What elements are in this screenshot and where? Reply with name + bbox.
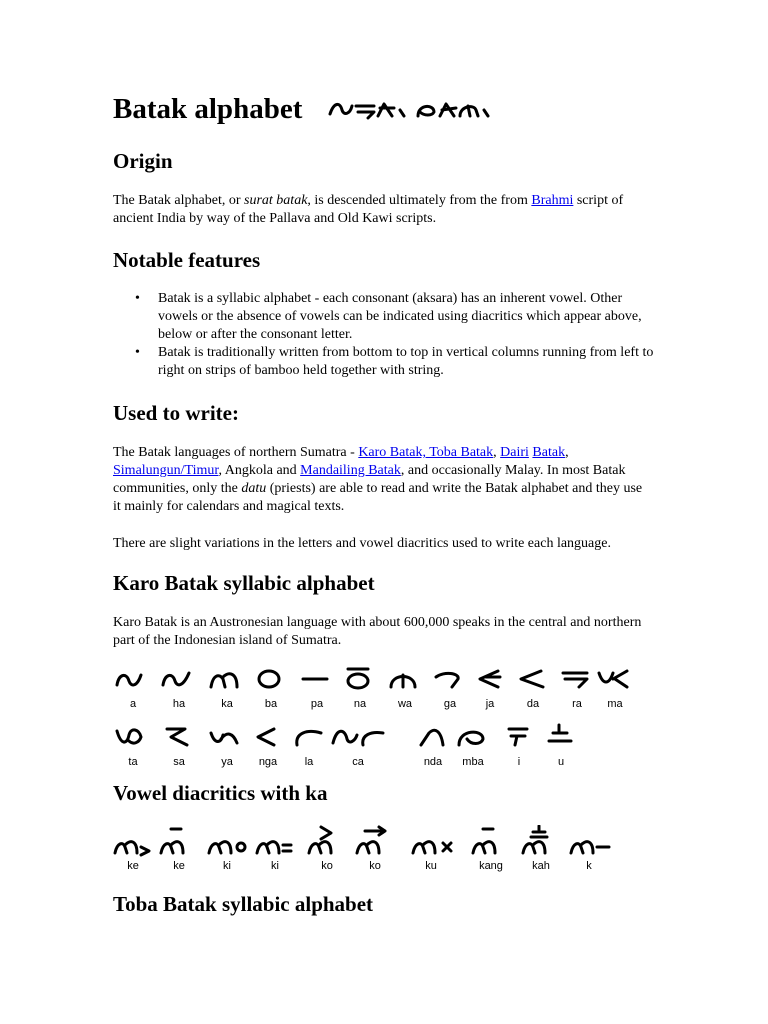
glyph-label: kang	[479, 860, 503, 872]
batak-letter-sa-icon	[159, 723, 199, 773]
variations-paragraph: There are slight variations in the letters and vowel diacritics used to write each language.	[113, 536, 611, 551]
glyph-label: ke	[127, 860, 139, 872]
glyph-label: la	[304, 756, 314, 768]
batak-letter-la-icon	[289, 723, 329, 773]
batak-ke-icon	[113, 825, 153, 875]
batak-letter-ca-icon	[329, 723, 369, 773]
origin-paragraph: The Batak alphabet, or surat batak, is descended ultimately from the from Brahmi script of ancient India by way of the Pallava and Old Kawi scripts.	[113, 193, 624, 226]
section-heading-origin: Origin	[113, 149, 173, 173]
glyph-label: ga	[443, 698, 457, 710]
glyph-label: pa	[310, 698, 324, 710]
list-item: • Batak is traditionally written from bottom to top in vertical columns running from left to right on strips of bamboo held together with string.	[113, 344, 658, 380]
glyph-label: ki	[223, 860, 231, 872]
glyph-label: ra	[572, 698, 582, 710]
batak-kah-icon	[521, 825, 561, 875]
batak-letter-ha-icon	[159, 665, 199, 715]
batak-ki-alt-icon	[255, 825, 295, 875]
batak-link[interactable]: Batak	[532, 445, 566, 460]
batak-letter-wa-icon	[385, 665, 425, 715]
batak-ko-alt-icon	[355, 825, 395, 875]
glyph-label: ko	[321, 860, 333, 872]
section-heading-vowels: Vowel diacritics with ka	[113, 781, 328, 805]
glyph-label: ki	[271, 860, 279, 872]
glyph-label: ka	[221, 698, 233, 710]
glyph-label: ko	[369, 860, 381, 872]
batak-letter-mba-icon	[453, 723, 493, 773]
karo-paragraph: Karo Batak is an Austronesian language with about 600,000 speaks in the central and northern part of the Indonesian island of Sumatra.	[113, 615, 642, 648]
glyph-label: mba	[462, 756, 484, 768]
glyph-label: ku	[425, 860, 437, 872]
glyph-label: kah	[532, 860, 550, 872]
glyph-label: na	[353, 698, 367, 710]
karo-toba-link[interactable]: Karo Batak, Toba Batak	[358, 445, 494, 460]
batak-script-title-icon	[328, 95, 508, 128]
glyph-label: nga	[258, 756, 278, 768]
glyph-label: wa	[397, 698, 413, 710]
dairi-link[interactable]: Dairi	[500, 445, 529, 460]
brahmi-link[interactable]: Brahmi	[531, 193, 574, 208]
batak-letter-a-icon	[113, 665, 153, 715]
section-heading-features: Notable features	[113, 248, 261, 272]
glyph-label: ba	[264, 698, 278, 710]
glyph-label: ta	[128, 756, 138, 768]
batak-k-icon	[569, 825, 609, 875]
batak-kang-icon	[471, 825, 511, 875]
batak-letter-na-icon	[340, 665, 380, 715]
page-title: Batak alphabet	[113, 93, 508, 128]
glyph-label: ha	[172, 698, 186, 710]
glyph-label: k	[586, 860, 592, 872]
batak-letter-ma-icon	[595, 665, 635, 715]
glyph-label: nda	[423, 756, 443, 768]
section-heading-used: Used to write:	[113, 401, 239, 425]
glyph-label: da	[526, 698, 540, 710]
mandailing-link[interactable]: Mandailing Batak	[300, 463, 401, 478]
glyph-label: ke	[173, 860, 185, 872]
batak-ko-icon	[307, 825, 347, 875]
batak-ki-icon	[207, 825, 247, 875]
batak-ku-icon	[411, 825, 451, 875]
section-heading-toba: Toba Batak syllabic alphabet	[113, 892, 374, 916]
glyph-label: ja	[485, 698, 495, 710]
used-paragraph: The Batak languages of northern Sumatra - Karo Batak, Toba Batak, Dairi Batak, Simalungun/Timur, Angkola and Mandailing Batak, and occasionally Malay. In most Batak communities, only the datu (priests) are able to read and write the Batak alphabet and they use it mainly for calendars and magical texts.	[113, 445, 643, 514]
glyph-label: ca	[352, 756, 364, 768]
batak-letter-ba-icon	[251, 665, 291, 715]
batak-letter-ta-icon	[113, 723, 153, 773]
glyph-label: ma	[607, 698, 623, 710]
list-item: • Batak is a syllabic alphabet - each consonant (aksara) has an inherent vowel. Other vowels or the absence of vowels can be indicated using diacritics which appear above, below or after the consonant letter.	[113, 290, 658, 344]
glyph-label: a	[129, 698, 137, 710]
glyph-label: i	[517, 756, 521, 768]
batak-letter-u-icon	[541, 723, 581, 773]
batak-ke-alt-icon	[159, 825, 199, 875]
glyph-label: ya	[221, 756, 233, 768]
features-list	[113, 290, 658, 380]
glyph-label: sa	[173, 756, 185, 768]
glyph-label: u	[557, 756, 565, 768]
simalungun-link[interactable]: Simalungun/Timur	[113, 463, 219, 478]
section-heading-karo: Karo Batak syllabic alphabet	[113, 571, 375, 595]
